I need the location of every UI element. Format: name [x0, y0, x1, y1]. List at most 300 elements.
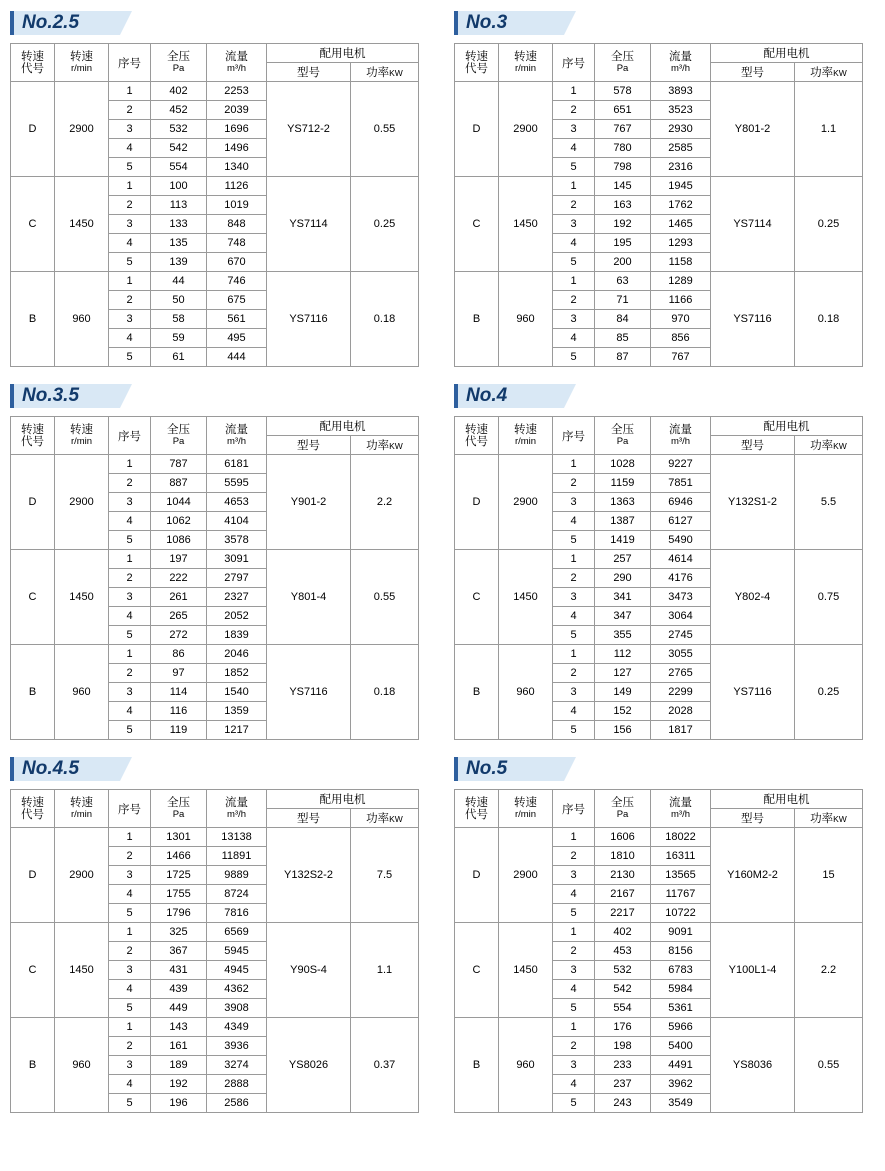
flow-cell: 18022: [651, 828, 711, 847]
flow-cell: 1019: [207, 196, 267, 215]
index-cell: 2: [553, 196, 595, 215]
col-speed-code: [455, 44, 499, 82]
index-cell: 5: [553, 348, 595, 367]
table-row: [11, 177, 419, 196]
table-row: [11, 550, 419, 569]
flow-cell: 748: [207, 234, 267, 253]
col-index: 序号: [553, 790, 595, 828]
index-cell: 2: [553, 101, 595, 120]
speed-code-cell: D: [11, 455, 55, 550]
col-index: 序号: [109, 417, 151, 455]
index-cell: 1: [109, 550, 151, 569]
motor-model-cell: Y801-2: [711, 82, 795, 177]
index-cell: 2: [553, 291, 595, 310]
flow-cell: 6181: [207, 455, 267, 474]
motor-model-cell: Y132S1-2: [711, 455, 795, 550]
flow-cell: 1166: [651, 291, 711, 310]
pressure-cell: 113: [151, 196, 207, 215]
pressure-line1: 全压: [611, 424, 634, 436]
index-cell: 2: [109, 942, 151, 961]
index-cell: 4: [109, 702, 151, 721]
power-unit: KW: [389, 68, 403, 78]
motor-power-cell: 2.2: [351, 455, 419, 550]
spec-tables-grid: [10, 8, 875, 1127]
pressure-cell: 532: [595, 961, 651, 980]
section-banner: [10, 381, 418, 411]
col-motor-group: 配用电机: [267, 790, 419, 809]
index-cell: 1: [553, 177, 595, 196]
spec-block: [454, 754, 862, 1113]
index-cell: 2: [109, 847, 151, 866]
col-motor-power: [351, 63, 419, 82]
col-flow: [651, 44, 711, 82]
motor-model-cell: YS7116: [711, 645, 795, 740]
speed-code-cell: D: [455, 455, 499, 550]
flow-cell: 856: [651, 329, 711, 348]
motor-model-cell: Y132S2-2: [267, 828, 351, 923]
motor-power-cell: 0.18: [351, 645, 419, 740]
flow-cell: 1817: [651, 721, 711, 740]
flow-cell: 4349: [207, 1018, 267, 1037]
section-banner: [454, 381, 862, 411]
flow-cell: 1945: [651, 177, 711, 196]
speed-code-cell: B: [11, 272, 55, 367]
flow-cell: 6569: [207, 923, 267, 942]
pressure-cell: 431: [151, 961, 207, 980]
flow-cell: 1465: [651, 215, 711, 234]
index-cell: 4: [109, 1075, 151, 1094]
pressure-cell: 63: [595, 272, 651, 291]
col-motor-group: 配用电机: [711, 790, 863, 809]
motor-power-cell: 0.55: [351, 550, 419, 645]
flow-cell: 2585: [651, 139, 711, 158]
flow-cell: 2586: [207, 1094, 267, 1113]
pressure-line1: 全压: [167, 424, 190, 436]
pressure-cell: 139: [151, 253, 207, 272]
col-motor-group: 配用电机: [267, 417, 419, 436]
flow-cell: 1158: [651, 253, 711, 272]
col-pressure: [595, 417, 651, 455]
speed-cell: 960: [499, 272, 553, 367]
index-cell: 1: [109, 828, 151, 847]
index-cell: 2: [553, 847, 595, 866]
pressure-cell: 290: [595, 569, 651, 588]
index-cell: 5: [109, 721, 151, 740]
flow-cell: 2299: [651, 683, 711, 702]
section-banner: [10, 754, 418, 784]
flow-cell: 1340: [207, 158, 267, 177]
motor-model-cell: YS8036: [711, 1018, 795, 1113]
index-cell: 1: [109, 1018, 151, 1037]
index-cell: 5: [553, 626, 595, 645]
motor-power-cell: 0.55: [351, 82, 419, 177]
flow-cell: 4491: [651, 1056, 711, 1075]
index-cell: 2: [553, 664, 595, 683]
speed-code-cell: C: [455, 923, 499, 1018]
motor-model-cell: Y802-4: [711, 550, 795, 645]
index-cell: 2: [109, 664, 151, 683]
speed-cell: 960: [499, 1018, 553, 1113]
spec-block: [454, 381, 862, 740]
flow-cell: 6127: [651, 512, 711, 531]
flow-cell: 2888: [207, 1075, 267, 1094]
col-pressure: [151, 417, 207, 455]
speed-cell: 1450: [499, 177, 553, 272]
pressure-cell: 44: [151, 272, 207, 291]
index-cell: 1: [109, 455, 151, 474]
motor-power-cell: 1.1: [795, 82, 863, 177]
index-cell: 5: [109, 158, 151, 177]
speed-unit: r/min: [514, 809, 537, 820]
speed-unit: r/min: [70, 63, 93, 74]
pressure-cell: 341: [595, 588, 651, 607]
index-cell: 4: [553, 329, 595, 348]
pressure-cell: 367: [151, 942, 207, 961]
pressure-cell: 195: [595, 234, 651, 253]
col-index: 序号: [109, 44, 151, 82]
pressure-cell: 402: [151, 82, 207, 101]
motor-model-cell: Y160M2-2: [711, 828, 795, 923]
index-cell: 3: [553, 961, 595, 980]
flow-cell: 1293: [651, 234, 711, 253]
index-cell: 2: [109, 291, 151, 310]
flow-unit: m³/h: [671, 63, 690, 74]
pressure-cell: 135: [151, 234, 207, 253]
pressure-cell: 133: [151, 215, 207, 234]
spec-block: [454, 8, 862, 367]
col-index: 序号: [553, 417, 595, 455]
speed-code-cell: C: [11, 923, 55, 1018]
index-cell: 2: [109, 474, 151, 493]
speed-unit: r/min: [70, 436, 93, 447]
flow-cell: 3274: [207, 1056, 267, 1075]
col-motor-power: [351, 436, 419, 455]
section-title: No.2.5: [22, 12, 80, 33]
motor-model-cell: YS7114: [711, 177, 795, 272]
flow-cell: 4104: [207, 512, 267, 531]
pressure-cell: 58: [151, 310, 207, 329]
pressure-cell: 198: [595, 1037, 651, 1056]
pressure-cell: 1159: [595, 474, 651, 493]
pressure-cell: 578: [595, 82, 651, 101]
spec-table: [454, 789, 863, 1113]
index-cell: 3: [109, 588, 151, 607]
pressure-cell: 50: [151, 291, 207, 310]
pressure-cell: 119: [151, 721, 207, 740]
flow-cell: 8156: [651, 942, 711, 961]
flow-line1: 流量: [225, 51, 248, 63]
power-label: 功率: [810, 440, 834, 452]
index-cell: 2: [109, 569, 151, 588]
flow-cell: 6783: [651, 961, 711, 980]
col-speed: [55, 417, 109, 455]
table-header-row: [455, 790, 863, 809]
flow-cell: 7851: [651, 474, 711, 493]
speed-code-cell: B: [11, 645, 55, 740]
speed-cell: 1450: [55, 550, 109, 645]
flow-cell: 3893: [651, 82, 711, 101]
motor-model-cell: YS712-2: [267, 82, 351, 177]
flow-cell: 1540: [207, 683, 267, 702]
speed-unit: r/min: [514, 436, 537, 447]
flow-cell: 5945: [207, 942, 267, 961]
index-cell: 4: [553, 980, 595, 999]
pressure-cell: 127: [595, 664, 651, 683]
motor-power-cell: 0.75: [795, 550, 863, 645]
index-cell: 1: [553, 828, 595, 847]
pressure-cell: 145: [595, 177, 651, 196]
speed-cell: 2900: [55, 82, 109, 177]
index-cell: 4: [109, 234, 151, 253]
flow-unit: m³/h: [671, 436, 690, 447]
index-cell: 4: [553, 702, 595, 721]
col-speed: [55, 44, 109, 82]
index-cell: 5: [109, 999, 151, 1018]
pressure-unit: Pa: [616, 436, 629, 447]
pressure-unit: Pa: [172, 63, 185, 74]
index-cell: 3: [109, 683, 151, 702]
pressure-cell: 1810: [595, 847, 651, 866]
section-title: No.3: [466, 12, 508, 33]
pressure-cell: 97: [151, 664, 207, 683]
index-cell: 4: [553, 1075, 595, 1094]
pressure-cell: 87: [595, 348, 651, 367]
flow-cell: 3064: [651, 607, 711, 626]
pressure-cell: 192: [151, 1075, 207, 1094]
speed-line1: 转速: [70, 51, 93, 63]
index-cell: 3: [109, 493, 151, 512]
pressure-line1: 全压: [167, 51, 190, 63]
col-motor-model: 型号: [711, 63, 795, 82]
pressure-cell: 1301: [151, 828, 207, 847]
section-title: No.3.5: [22, 385, 80, 406]
speed-cell: 2900: [499, 455, 553, 550]
pressure-cell: 222: [151, 569, 207, 588]
spec-table: [10, 43, 419, 367]
speed-code-line2: 代号: [465, 435, 488, 448]
flow-cell: 2316: [651, 158, 711, 177]
index-cell: 3: [553, 310, 595, 329]
flow-line1: 流量: [225, 797, 248, 809]
col-flow: [207, 417, 267, 455]
spec-table: [454, 416, 863, 740]
table-row: [455, 923, 863, 942]
flow-unit: m³/h: [671, 809, 690, 820]
motor-power-cell: 15: [795, 828, 863, 923]
col-flow: [651, 790, 711, 828]
speed-code-line2: 代号: [21, 435, 44, 448]
pressure-cell: 163: [595, 196, 651, 215]
speed-cell: 2900: [499, 82, 553, 177]
table-row: [11, 828, 419, 847]
flow-cell: 2052: [207, 607, 267, 626]
pressure-cell: 189: [151, 1056, 207, 1075]
col-speed-code: [11, 44, 55, 82]
pressure-cell: 197: [151, 550, 207, 569]
pressure-cell: 112: [595, 645, 651, 664]
flow-cell: 1496: [207, 139, 267, 158]
flow-cell: 11767: [651, 885, 711, 904]
motor-power-cell: 0.37: [351, 1018, 419, 1113]
table-row: [455, 1018, 863, 1037]
table-header-row: [455, 417, 863, 436]
pressure-cell: 1419: [595, 531, 651, 550]
index-cell: 5: [553, 158, 595, 177]
motor-power-cell: 7.5: [351, 828, 419, 923]
motor-power-cell: 1.1: [351, 923, 419, 1018]
flow-cell: 9889: [207, 866, 267, 885]
index-cell: 4: [109, 139, 151, 158]
flow-cell: 2797: [207, 569, 267, 588]
table-row: [11, 923, 419, 942]
index-cell: 3: [553, 1056, 595, 1075]
index-cell: 5: [109, 1094, 151, 1113]
flow-cell: 2046: [207, 645, 267, 664]
pressure-unit: Pa: [172, 809, 185, 820]
pressure-unit: Pa: [172, 436, 185, 447]
motor-model-cell: YS7116: [267, 272, 351, 367]
flow-cell: 1289: [651, 272, 711, 291]
flow-cell: 2930: [651, 120, 711, 139]
power-label: 功率: [810, 67, 834, 79]
flow-cell: 5966: [651, 1018, 711, 1037]
index-cell: 5: [553, 721, 595, 740]
table-row: [455, 455, 863, 474]
index-cell: 5: [109, 626, 151, 645]
power-unit: KW: [833, 68, 847, 78]
speed-code-cell: B: [11, 1018, 55, 1113]
index-cell: 4: [553, 607, 595, 626]
col-motor-group: 配用电机: [267, 44, 419, 63]
speed-code-cell: C: [11, 550, 55, 645]
motor-model-cell: YS8026: [267, 1018, 351, 1113]
index-cell: 1: [553, 82, 595, 101]
flow-cell: 1696: [207, 120, 267, 139]
pressure-cell: 1363: [595, 493, 651, 512]
power-unit: KW: [833, 441, 847, 451]
speed-code-cell: B: [455, 1018, 499, 1113]
flow-cell: 5361: [651, 999, 711, 1018]
speed-line1: 转速: [514, 797, 537, 809]
index-cell: 5: [109, 348, 151, 367]
pressure-cell: 1796: [151, 904, 207, 923]
speed-code-cell: C: [455, 550, 499, 645]
speed-cell: 1450: [55, 177, 109, 272]
flow-line1: 流量: [669, 51, 692, 63]
index-cell: 3: [553, 493, 595, 512]
pressure-cell: 402: [595, 923, 651, 942]
index-cell: 2: [109, 196, 151, 215]
power-label: 功率: [810, 813, 834, 825]
motor-model-cell: Y901-2: [267, 455, 351, 550]
pressure-cell: 887: [151, 474, 207, 493]
power-label: 功率: [366, 440, 390, 452]
speed-code-cell: C: [11, 177, 55, 272]
motor-model-cell: YS7114: [267, 177, 351, 272]
pressure-cell: 192: [595, 215, 651, 234]
flow-cell: 7816: [207, 904, 267, 923]
motor-power-cell: 5.5: [795, 455, 863, 550]
col-motor-model: 型号: [267, 63, 351, 82]
col-speed-code: [11, 790, 55, 828]
index-cell: 2: [553, 1037, 595, 1056]
index-cell: 4: [109, 329, 151, 348]
speed-cell: 960: [55, 645, 109, 740]
flow-cell: 767: [651, 348, 711, 367]
col-motor-power: [795, 809, 863, 828]
motor-power-cell: 0.25: [795, 645, 863, 740]
pressure-cell: 2167: [595, 885, 651, 904]
pressure-cell: 1028: [595, 455, 651, 474]
section-title: No.5: [466, 758, 508, 779]
speed-code-cell: B: [455, 272, 499, 367]
index-cell: 3: [109, 866, 151, 885]
index-cell: 1: [553, 645, 595, 664]
speed-cell: 960: [499, 645, 553, 740]
pressure-cell: 780: [595, 139, 651, 158]
index-cell: 3: [553, 588, 595, 607]
flow-cell: 4176: [651, 569, 711, 588]
pressure-cell: 156: [595, 721, 651, 740]
index-cell: 5: [109, 531, 151, 550]
index-cell: 3: [109, 215, 151, 234]
index-cell: 4: [109, 607, 151, 626]
flow-cell: 3473: [651, 588, 711, 607]
table-header-row: [11, 44, 419, 63]
pressure-cell: 243: [595, 1094, 651, 1113]
index-cell: 2: [553, 474, 595, 493]
motor-power-cell: 0.18: [795, 272, 863, 367]
col-flow: [207, 44, 267, 82]
flow-cell: 11891: [207, 847, 267, 866]
index-cell: 1: [553, 272, 595, 291]
pressure-cell: 200: [595, 253, 651, 272]
index-cell: 1: [553, 455, 595, 474]
speed-cell: 1450: [55, 923, 109, 1018]
flow-cell: 5490: [651, 531, 711, 550]
table-row: [11, 82, 419, 101]
spec-block: [10, 754, 418, 1113]
col-motor-model: 型号: [711, 809, 795, 828]
flow-cell: 10722: [651, 904, 711, 923]
col-flow: [651, 417, 711, 455]
col-motor-power: [795, 63, 863, 82]
pressure-cell: 86: [151, 645, 207, 664]
flow-cell: 675: [207, 291, 267, 310]
flow-cell: 2327: [207, 588, 267, 607]
index-cell: 1: [109, 177, 151, 196]
pressure-cell: 261: [151, 588, 207, 607]
flow-cell: 495: [207, 329, 267, 348]
pressure-cell: 532: [151, 120, 207, 139]
index-cell: 4: [109, 885, 151, 904]
pressure-cell: 176: [595, 1018, 651, 1037]
speed-cell: 2900: [55, 455, 109, 550]
col-pressure: [595, 790, 651, 828]
pressure-line1: 全压: [167, 797, 190, 809]
speed-cell: 960: [55, 272, 109, 367]
col-pressure: [151, 790, 207, 828]
speed-code-line1: 转速: [21, 796, 44, 809]
pressure-cell: 1044: [151, 493, 207, 512]
speed-unit: r/min: [514, 63, 537, 74]
index-cell: 3: [553, 215, 595, 234]
flow-cell: 970: [651, 310, 711, 329]
pressure-unit: Pa: [616, 63, 629, 74]
pressure-cell: 114: [151, 683, 207, 702]
flow-cell: 2028: [651, 702, 711, 721]
speed-code-cell: B: [455, 645, 499, 740]
